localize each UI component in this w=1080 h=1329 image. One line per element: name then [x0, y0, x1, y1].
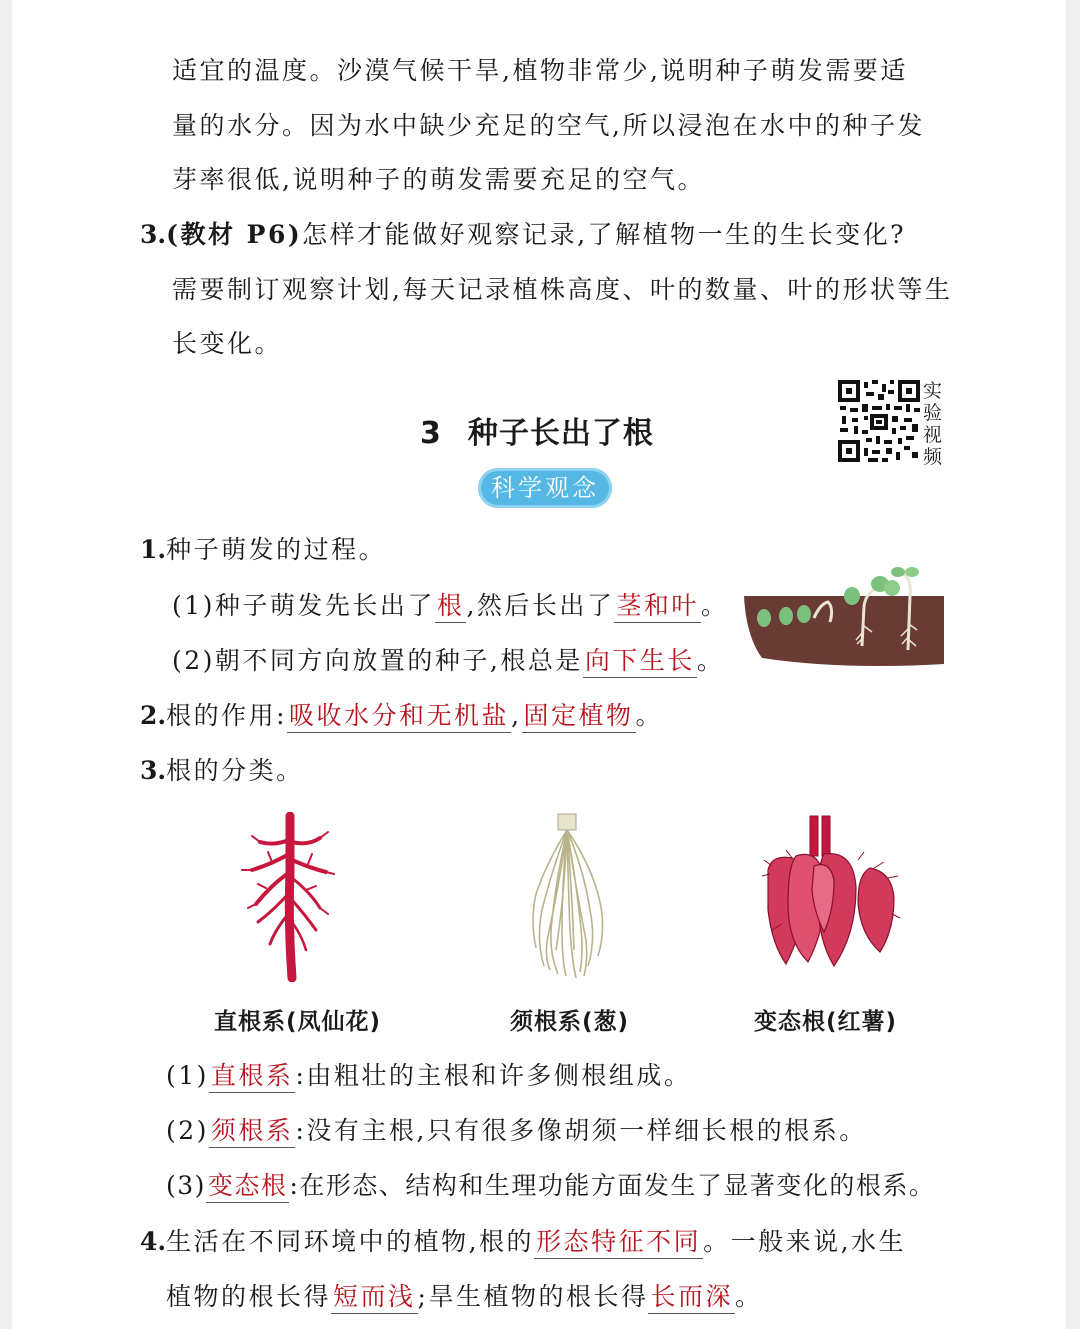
- answer-blank: 须根系: [209, 1116, 296, 1148]
- caption-taproot: 直根系(凤仙花): [214, 1009, 382, 1035]
- answer-blank: 直根系: [209, 1061, 296, 1093]
- caption-tuberous-root: 变态根(红薯): [754, 1009, 898, 1035]
- item-4: 4.生活在不同环境中的植物,根的形态特征不同。一般来说,水生: [140, 1225, 906, 1259]
- answer-line: 长变化。: [172, 329, 283, 358]
- page-margin-right: [1066, 0, 1080, 1329]
- item-4-line-2: 植物的根长得短而浅;旱生植物的根长得长而深。: [166, 1280, 763, 1314]
- answer-blank: 固定植物: [522, 701, 636, 733]
- section-number: 3: [420, 416, 442, 451]
- caption-fibrous-root: 须根系(葱): [510, 1009, 630, 1035]
- item-3-def-2: (2)须根系:没有主根,只有很多像胡须一样细长根的根系。: [166, 1114, 867, 1148]
- answer-line: 需要制订观察计划,每天记录植株高度、叶的数量、叶的形状等生: [172, 275, 953, 304]
- qr-code[interactable]: [838, 380, 920, 462]
- fibrous-root-illustration: [522, 810, 622, 980]
- tuberous-root-illustration: [762, 814, 902, 974]
- qr-label: 实 验 视 频: [923, 380, 943, 468]
- text-line: 量的水分。因为水中缺少充足的空气,所以浸泡在水中的种子发: [172, 111, 925, 140]
- answer-blank: 形态特征不同: [534, 1227, 703, 1259]
- text-line: 适宜的温度。沙漠气候干旱,植物非常少,说明种子萌发需要适: [172, 56, 908, 85]
- question-number: 3.: [140, 220, 167, 249]
- item-1-sub-2: (2)朝不同方向放置的种子,根总是向下生长。: [172, 644, 724, 678]
- item-2: 2.根的作用:吸收水分和无机盐,固定植物。: [140, 699, 663, 733]
- text-line: 芽率很低,说明种子的萌发需要充足的空气。: [172, 165, 705, 194]
- answer-blank: 短而浅: [331, 1282, 418, 1314]
- question-text: 怎样才能做好观察记录,了解植物一生的生长变化?: [302, 220, 907, 249]
- item-1-sub-1: (1)种子萌发先长出了根,然后长出了茎和叶。: [172, 589, 728, 623]
- answer-blank: 茎和叶: [614, 591, 701, 623]
- answer-blank: 变态根: [206, 1171, 290, 1203]
- item-3: 3.根的分类。: [140, 756, 304, 785]
- question-source: (教材 P6): [166, 220, 303, 249]
- question-3: [140, 218, 906, 252]
- germination-illustration: [742, 566, 946, 670]
- item-1: 1.种子萌发的过程。: [140, 535, 387, 564]
- section-title: [420, 408, 654, 452]
- section-name: 种子长出了根: [467, 416, 654, 451]
- item-3-def-3: (3)变态根:在形态、结构和生理功能方面发生了显著变化的根系。: [166, 1169, 935, 1203]
- section-badge: 科学观念: [478, 468, 612, 508]
- answer-blank: 根: [435, 591, 467, 623]
- answer-blank: 向下生长: [583, 646, 697, 678]
- answer-blank: 吸收水分和无机盐: [287, 701, 511, 733]
- taproot-illustration: [236, 812, 336, 982]
- page-margin-left: [0, 0, 12, 1329]
- answer-blank: 长而深: [648, 1282, 735, 1314]
- item-3-def-1: (1)直根系:由粗壮的主根和许多侧根组成。: [166, 1059, 691, 1093]
